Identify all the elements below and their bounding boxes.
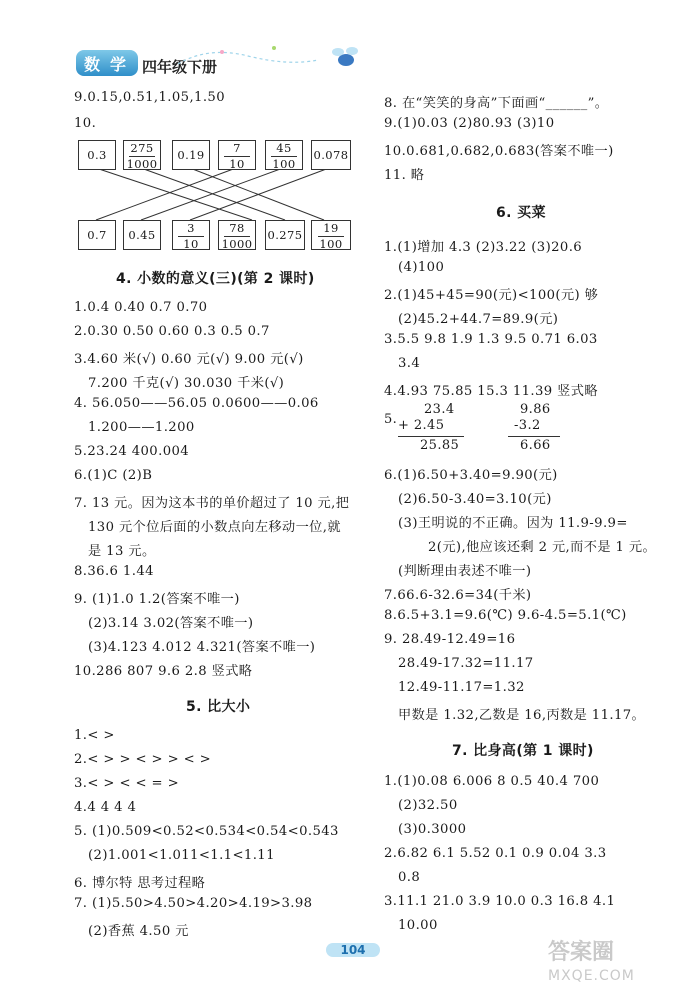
answer-line: 9.(1)0.03 (2)80.93 (3)10 <box>384 116 555 131</box>
answer-line: 是 13 元。 <box>88 544 156 559</box>
answer-line: (3)0.3000 <box>398 822 467 837</box>
vert-b-result: 6.66 <box>520 438 551 453</box>
answer-line: 2.< > > < > > < > <box>74 752 212 767</box>
answer-line: (2)45.2+44.7=89.9(元) <box>398 312 559 327</box>
match-box-bottom-5: 0.275 <box>265 220 305 250</box>
match-box-top-2: 275 1000 <box>123 140 161 170</box>
page-header <box>60 38 360 78</box>
answer-line: (2)3.14 3.02(答案不唯一) <box>88 616 254 631</box>
answer-line: 9. 28.49-12.49=16 <box>384 632 516 647</box>
subject-badge <box>76 50 138 76</box>
answer-line: 8.6.5+3.1=9.6(℃) 9.6-4.5=5.1(℃) <box>384 608 627 623</box>
answer-line: 2.(1)45+45=90(元)<100(元) 够 <box>384 288 599 303</box>
answer-line: (2)1.001<1.011<1.1<1.11 <box>88 848 275 863</box>
answer-line: 8. 在“笑笑的身高”下面画“______”。 <box>384 96 609 111</box>
answer-line: 3.11.1 21.0 3.9 10.0 0.3 16.8 4.1 <box>384 894 616 909</box>
answer-line: 1.< > <box>74 728 115 743</box>
answer-line: (判断理由表述不唯一) <box>398 564 532 579</box>
answer-line: (2)32.50 <box>398 798 458 813</box>
answer-line: 7. (1)5.50>4.50>4.20>4.19>3.98 <box>74 896 313 911</box>
vert-b-operand1: 9.86 <box>520 402 551 417</box>
match-box-bottom-4: 78 1000 <box>218 220 256 250</box>
match-box-top-3: 0.19 <box>172 140 210 170</box>
answer-line: 9.0.15,0.51,1.05,1.50 <box>74 90 226 105</box>
vert-a-rule <box>398 436 464 437</box>
section-title-7: 7. 比身高(第 1 课时) <box>452 743 594 759</box>
answer-line: 3.5.5 9.8 1.9 1.3 9.5 0.71 6.03 <box>384 332 598 347</box>
answer-line: 3.4 <box>398 356 421 371</box>
answer-line: 10.0.681,0.682,0.683(答案不唯一) <box>384 144 614 159</box>
answer-line: 8.36.6 1.44 <box>74 564 154 579</box>
header-decoration-icon <box>178 42 358 78</box>
match-box-top-1: 0.3 <box>78 140 116 170</box>
answer-line: 10.00 <box>398 918 438 933</box>
section-title-6: 6. 买菜 <box>496 205 546 221</box>
page-number-text: 104 <box>340 943 366 957</box>
section-title-4: 4. 小数的意义(三)(第 2 课时) <box>116 271 315 287</box>
match-box-top-5: 45 100 <box>265 140 303 170</box>
watermark-url: MXQE.COM <box>548 968 635 984</box>
answer-line: 3.< > < < = > <box>74 776 180 791</box>
answer-line: 1.(1)增加 4.3 (2)3.22 (3)20.6 <box>384 240 583 255</box>
answer-line: 1.200——1.200 <box>88 420 195 435</box>
answer-line: (2)6.50-3.40=3.10(元) <box>398 492 552 507</box>
answer-line: 1.0.4 0.40 0.7 0.70 <box>74 300 208 315</box>
answer-line: 6.(1)C (2)B <box>74 468 153 483</box>
answer-line: (2)香蕉 4.50 元 <box>88 924 189 939</box>
match-box-top-6: 0.078 <box>311 140 351 170</box>
answer-line: 4.4.93 75.85 15.3 11.39 竖式略 <box>384 384 598 399</box>
answer-line: 6. 博尔特 思考过程略 <box>74 876 206 891</box>
answer-line: 12.49-11.17=1.32 <box>398 680 525 695</box>
answer-line: 2.0.30 0.50 0.60 0.3 0.5 0.7 <box>74 324 270 339</box>
match-box-bottom-3: 3 10 <box>172 220 210 250</box>
watermark-text: 答案圈 <box>548 940 615 965</box>
answer-line: 4.4 4 4 4 <box>74 800 137 815</box>
answer-line: 7. 13 元。因为这本书的单价超过了 10 元,把 <box>74 496 350 511</box>
answer-line: 11. 略 <box>384 168 425 183</box>
answer-line: 9. (1)1.0 1.2(答案不唯一) <box>74 592 240 607</box>
vert-a-operand2: + 2.45 <box>398 418 445 433</box>
match-box-top-4: 7 10 <box>218 140 256 170</box>
vert-b-rule <box>508 436 560 437</box>
answer-line: 5.23.24 400.004 <box>74 444 190 459</box>
match-box-bottom-2: 0.45 <box>123 220 161 250</box>
answer-line: 10. <box>74 116 97 131</box>
answer-line: 3.4.60 米(√) 0.60 元(√) 9.00 元(√) <box>74 352 304 367</box>
matching-exercise <box>78 140 353 250</box>
answer-line: 7.200 千克(√) 30.030 千米(√) <box>88 376 285 391</box>
answer-line: 5. (1)0.509<0.52<0.534<0.54<0.543 <box>74 824 339 839</box>
vert-label: 5. <box>384 412 398 427</box>
grade-label: 四年级下册 <box>142 58 218 76</box>
answer-line: 甲数是 1.32,乙数是 16,丙数是 11.17。 <box>398 708 646 723</box>
answer-line: 10.286 807 9.6 2.8 竖式略 <box>74 664 253 679</box>
answer-line: (4)100 <box>398 260 445 275</box>
answer-line: 2(元),他应该还剩 2 元,而不是 1 元。 <box>428 540 657 555</box>
answer-line: (3)4.123 4.012 4.321(答案不唯一) <box>88 640 316 655</box>
answer-line: (3)王明说的不正确。因为 11.9-9.9= <box>398 516 628 531</box>
page-number <box>318 940 388 960</box>
answer-line: 130 元个位后面的小数点向左移动一位,就 <box>88 520 341 535</box>
match-box-bottom-1: 0.7 <box>78 220 116 250</box>
answer-line: 4. 56.050——56.05 0.0600——0.06 <box>74 396 319 411</box>
match-box-bottom-6: 19 100 <box>311 220 351 250</box>
badge-char-1: 数 <box>84 55 101 74</box>
vertical-calculation <box>384 402 644 456</box>
answer-line: 6.(1)6.50+3.40=9.90(元) <box>384 468 558 483</box>
answer-line: 1.(1)0.08 6.006 8 0.5 40.4 700 <box>384 774 600 789</box>
answer-line: 0.8 <box>398 870 421 885</box>
answer-line: 7.66.6-32.6=34(千米) <box>384 588 532 603</box>
badge-char-2: 学 <box>110 55 127 74</box>
vert-b-operand2: -3.2 <box>514 418 541 433</box>
vert-a-result: 25.85 <box>420 438 460 453</box>
answer-line: 2.6.82 6.1 5.52 0.1 0.9 0.04 3.3 <box>384 846 607 861</box>
vert-a-operand1: 23.4 <box>424 402 455 417</box>
answer-line: 28.49-17.32=11.17 <box>398 656 534 671</box>
section-title-5: 5. 比大小 <box>186 699 251 715</box>
